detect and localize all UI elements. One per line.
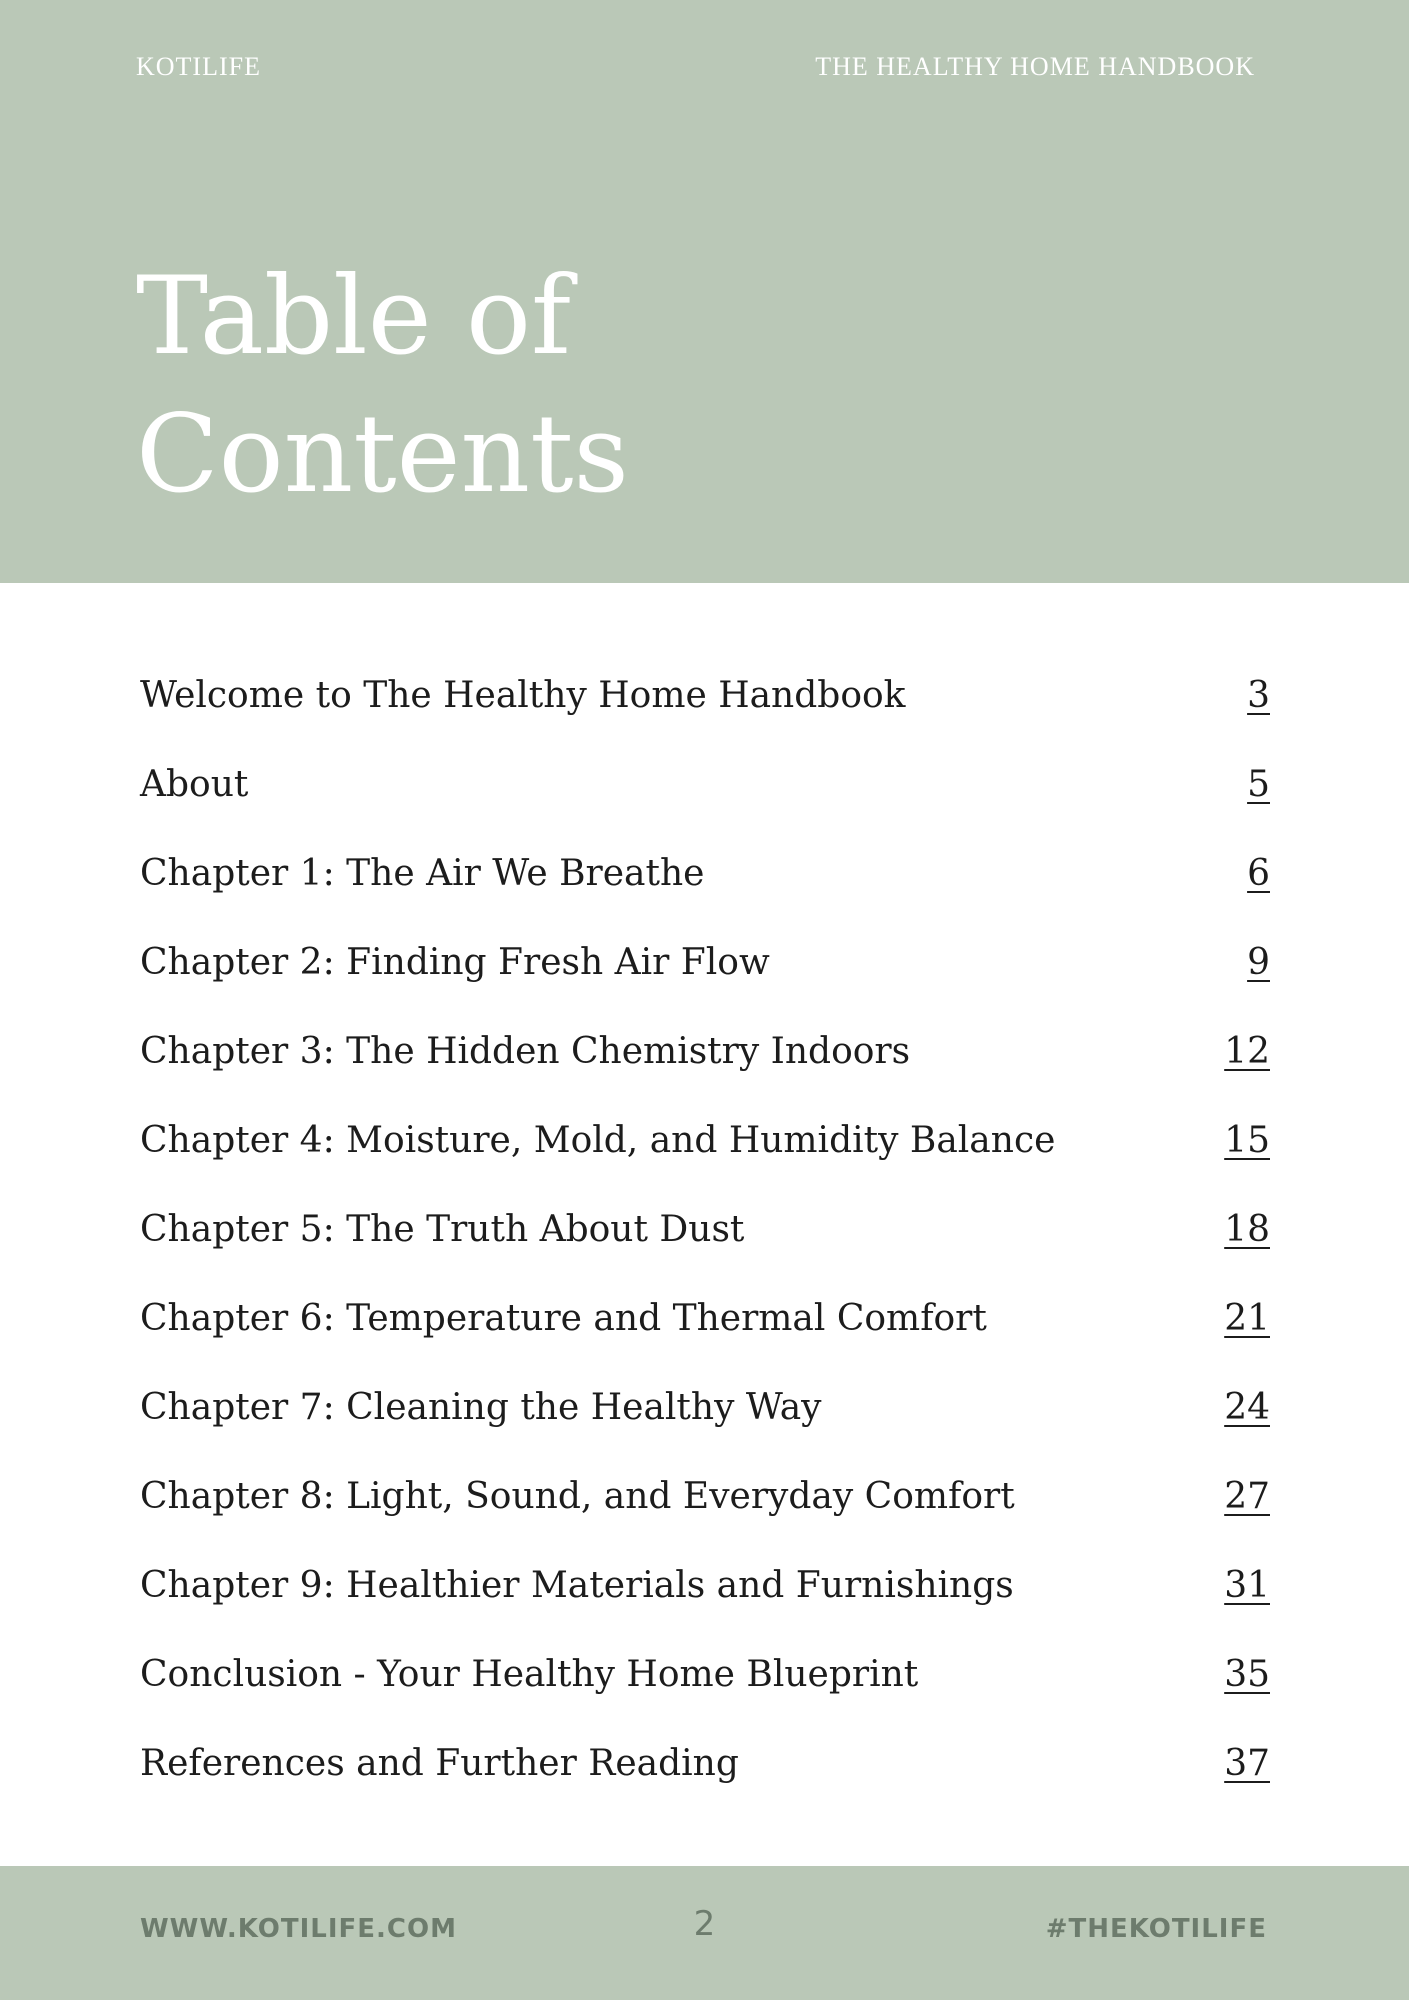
toc-page-link[interactable]: 35 — [1224, 1654, 1270, 1695]
toc-entry — [140, 1723, 1270, 1812]
toc-page-link[interactable]: 15 — [1224, 1120, 1270, 1161]
toc-entry-title: Chapter 4: Moisture, Mold, and Humidity Balance — [140, 1120, 1056, 1161]
toc-entry — [140, 1100, 1270, 1189]
toc-entry-title: Chapter 2: Finding Fresh Air Flow — [140, 942, 770, 983]
toc-entry — [140, 1367, 1270, 1456]
page-number: 2 — [693, 1904, 716, 1944]
toc-entry — [140, 833, 1270, 922]
toc-entry-title: Chapter 6: Temperature and Thermal Comfort — [140, 1298, 987, 1339]
website-url[interactable]: WWW.KOTILIFE.COM — [140, 1914, 457, 1944]
toc-entry-title: Chapter 5: The Truth About Dust — [140, 1209, 745, 1250]
hashtag: #THEKOTILIFE — [1045, 1914, 1267, 1944]
toc-entry — [140, 1634, 1270, 1723]
toc-entry-title: Welcome to The Healthy Home Handbook — [140, 675, 906, 716]
toc-entry-title: References and Further Reading — [140, 1743, 739, 1784]
header-band — [0, 0, 1409, 583]
toc-entry-title: About — [140, 764, 249, 805]
toc-entry — [140, 1278, 1270, 1367]
toc-page-link[interactable]: 24 — [1224, 1387, 1270, 1428]
toc-entry-title: Chapter 1: The Air We Breathe — [140, 853, 705, 894]
toc-page-link[interactable]: 31 — [1224, 1565, 1270, 1606]
toc-page-link[interactable]: 21 — [1224, 1298, 1270, 1339]
brand-name: KOTILIFE — [136, 52, 261, 81]
toc-entry-title: Chapter 8: Light, Sound, and Everyday Comfort — [140, 1476, 1015, 1517]
toc-page-link[interactable]: 18 — [1224, 1209, 1270, 1250]
toc-entry — [140, 1456, 1270, 1545]
page-title — [136, 248, 629, 524]
page-title-line-2: Contents — [136, 392, 629, 517]
table-of-contents — [140, 655, 1270, 1812]
book-title: THE HEALTHY HOME HANDBOOK — [815, 52, 1255, 81]
toc-entry — [140, 1189, 1270, 1278]
page-title-line-1: Table of — [136, 254, 571, 379]
toc-page-link[interactable]: 5 — [1247, 764, 1270, 805]
toc-entry-title: Chapter 9: Healthier Materials and Furnishings — [140, 1565, 1014, 1606]
toc-page-link[interactable]: 12 — [1224, 1031, 1270, 1072]
toc-entry — [140, 655, 1270, 744]
toc-page-link[interactable]: 3 — [1247, 675, 1270, 716]
toc-entry-title: Conclusion - Your Healthy Home Blueprint — [140, 1654, 919, 1695]
toc-entry-title: Chapter 3: The Hidden Chemistry Indoors — [140, 1031, 911, 1072]
toc-page-link[interactable]: 27 — [1224, 1476, 1270, 1517]
toc-entry — [140, 1011, 1270, 1100]
footer-band — [0, 1866, 1409, 2000]
toc-entry-title: Chapter 7: Cleaning the Healthy Way — [140, 1387, 822, 1428]
toc-entry — [140, 922, 1270, 1011]
toc-entry — [140, 1545, 1270, 1634]
toc-page-link[interactable]: 6 — [1247, 853, 1270, 894]
toc-entry — [140, 744, 1270, 833]
toc-page-link[interactable]: 37 — [1224, 1743, 1270, 1784]
toc-page-link[interactable]: 9 — [1247, 942, 1270, 983]
